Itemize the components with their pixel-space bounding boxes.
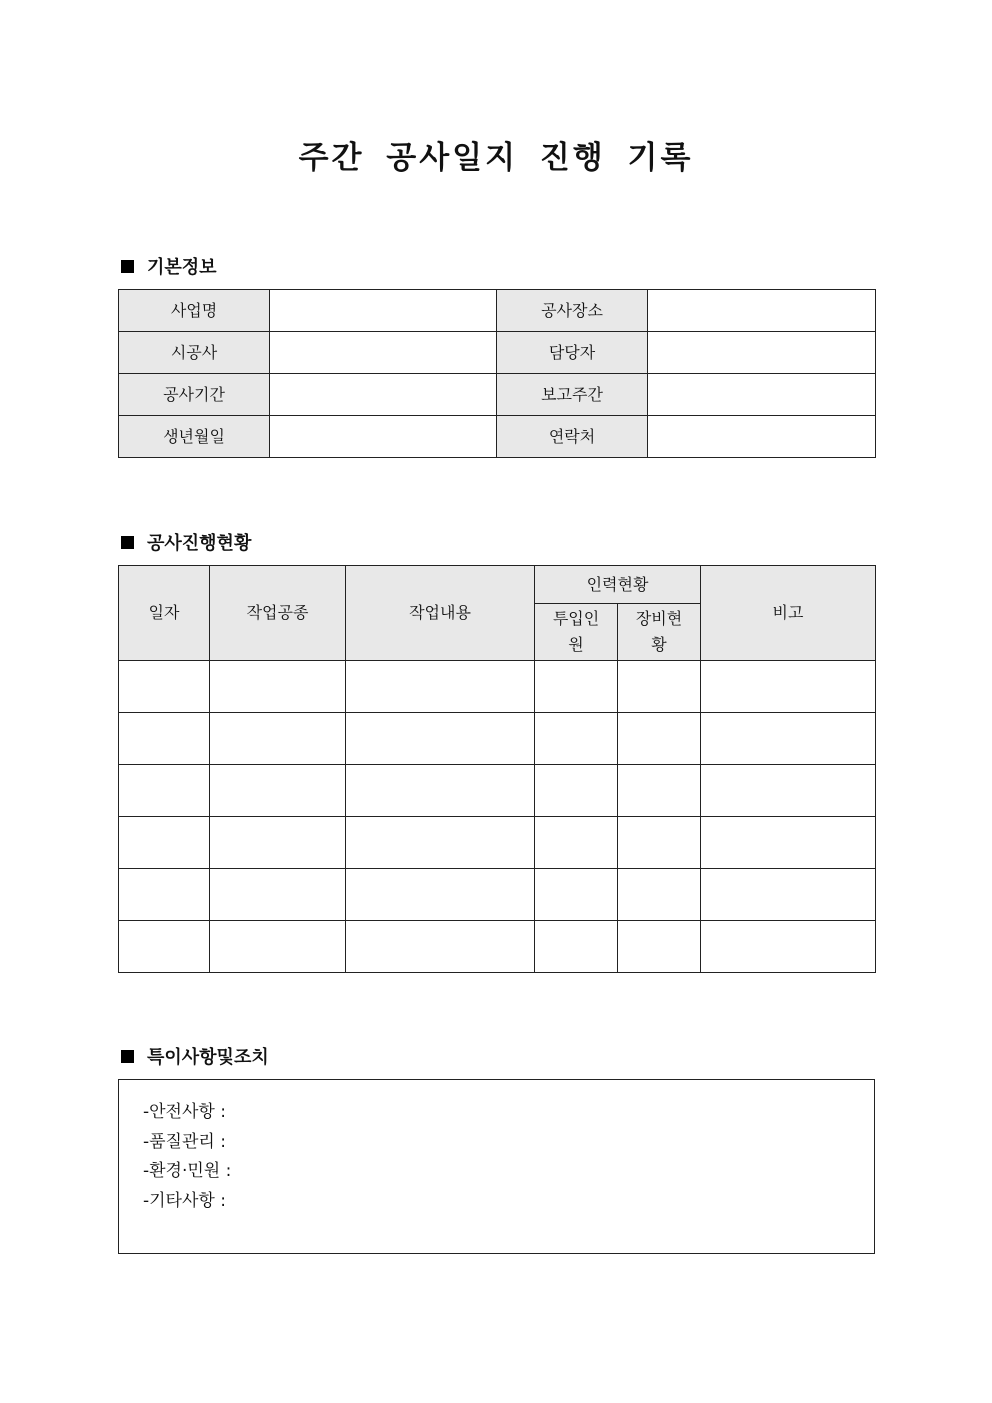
basic-info-table <box>118 289 876 458</box>
trade-cell[interactable] <box>210 869 346 921</box>
table-row <box>119 661 876 713</box>
content-cell[interactable] <box>346 817 535 869</box>
workers-cell[interactable] <box>535 817 618 869</box>
trade-cell[interactable] <box>210 817 346 869</box>
content-cell[interactable] <box>346 869 535 921</box>
notes-list <box>119 1080 874 1216</box>
label-contractor: 시공사 <box>119 332 270 374</box>
column-header-remarks: 비고 <box>701 566 876 661</box>
remarks-cell[interactable] <box>701 713 876 765</box>
date-cell[interactable] <box>119 661 210 713</box>
note-item-other: -기타사항 : <box>143 1190 226 1211</box>
remarks-cell[interactable] <box>701 869 876 921</box>
label-report-week: 보고주간 <box>497 374 648 416</box>
section-title: 공사진행현황 <box>147 533 252 554</box>
label-birth-date: 생년월일 <box>119 416 270 458</box>
table-row <box>119 332 876 374</box>
progress-table <box>118 565 876 973</box>
label-site-location: 공사장소 <box>497 290 648 332</box>
remarks-cell[interactable] <box>701 921 876 973</box>
section-heading-basic-info <box>119 253 217 279</box>
workers-cell[interactable] <box>535 765 618 817</box>
date-cell[interactable] <box>119 921 210 973</box>
date-cell[interactable] <box>119 765 210 817</box>
label-manager: 담당자 <box>497 332 648 374</box>
workers-cell[interactable] <box>535 713 618 765</box>
column-header-date: 일자 <box>119 566 210 661</box>
workers-cell[interactable] <box>535 921 618 973</box>
square-bullet-icon <box>121 260 134 273</box>
section-title: 특이사항및조치 <box>147 1047 269 1068</box>
equipment-cell[interactable] <box>618 817 701 869</box>
equipment-cell[interactable] <box>618 713 701 765</box>
trade-cell[interactable] <box>210 765 346 817</box>
trade-cell[interactable] <box>210 713 346 765</box>
table-row <box>119 416 876 458</box>
label-project-name: 사업명 <box>119 290 270 332</box>
trade-cell[interactable] <box>210 661 346 713</box>
column-header-content: 작업내용 <box>346 566 535 661</box>
workers-cell[interactable] <box>535 869 618 921</box>
table-row <box>119 921 876 973</box>
table-row <box>119 817 876 869</box>
date-cell[interactable] <box>119 869 210 921</box>
column-header-trade: 작업공종 <box>210 566 346 661</box>
contractor-field[interactable] <box>270 332 497 374</box>
manager-field[interactable] <box>648 332 876 374</box>
equipment-cell[interactable] <box>618 869 701 921</box>
project-name-field[interactable] <box>270 290 497 332</box>
note-item-quality: -품질관리 : <box>143 1131 226 1152</box>
table-row <box>119 765 876 817</box>
label-contact: 연락처 <box>497 416 648 458</box>
remarks-cell[interactable] <box>701 817 876 869</box>
equipment-cell[interactable] <box>618 765 701 817</box>
remarks-cell[interactable] <box>701 661 876 713</box>
notes-box[interactable] <box>118 1079 875 1254</box>
column-header-workers: 투입인원 <box>535 604 618 661</box>
date-cell[interactable] <box>119 817 210 869</box>
table-header-row <box>119 566 876 604</box>
content-cell[interactable] <box>346 661 535 713</box>
workers-cell[interactable] <box>535 661 618 713</box>
table-row <box>119 713 876 765</box>
birth-date-field[interactable] <box>270 416 497 458</box>
note-item-environment: -환경·민원 : <box>143 1161 232 1181</box>
table-row <box>119 290 876 332</box>
report-week-field[interactable] <box>648 374 876 416</box>
equipment-cell[interactable] <box>618 921 701 973</box>
column-header-equipment: 장비현황 <box>618 604 701 661</box>
content-cell[interactable] <box>346 921 535 973</box>
trade-cell[interactable] <box>210 921 346 973</box>
table-row <box>119 869 876 921</box>
content-cell[interactable] <box>346 713 535 765</box>
document-title: 주간 공사일지 진행 기록 <box>298 140 694 176</box>
table-row <box>119 374 876 416</box>
site-location-field[interactable] <box>648 290 876 332</box>
section-heading-progress <box>119 529 251 555</box>
remarks-cell[interactable] <box>701 765 876 817</box>
equipment-cell[interactable] <box>618 661 701 713</box>
contact-field[interactable] <box>648 416 876 458</box>
note-item-safety: -안전사항 : <box>143 1102 226 1122</box>
column-header-manpower: 인력현황 <box>535 566 701 604</box>
content-cell[interactable] <box>346 765 535 817</box>
square-bullet-icon <box>121 536 134 549</box>
section-title: 기본정보 <box>147 257 217 278</box>
date-cell[interactable] <box>119 713 210 765</box>
label-construction-period: 공사기간 <box>119 374 270 416</box>
section-heading-notes <box>119 1043 269 1069</box>
construction-period-field[interactable] <box>270 374 497 416</box>
square-bullet-icon <box>121 1050 134 1063</box>
